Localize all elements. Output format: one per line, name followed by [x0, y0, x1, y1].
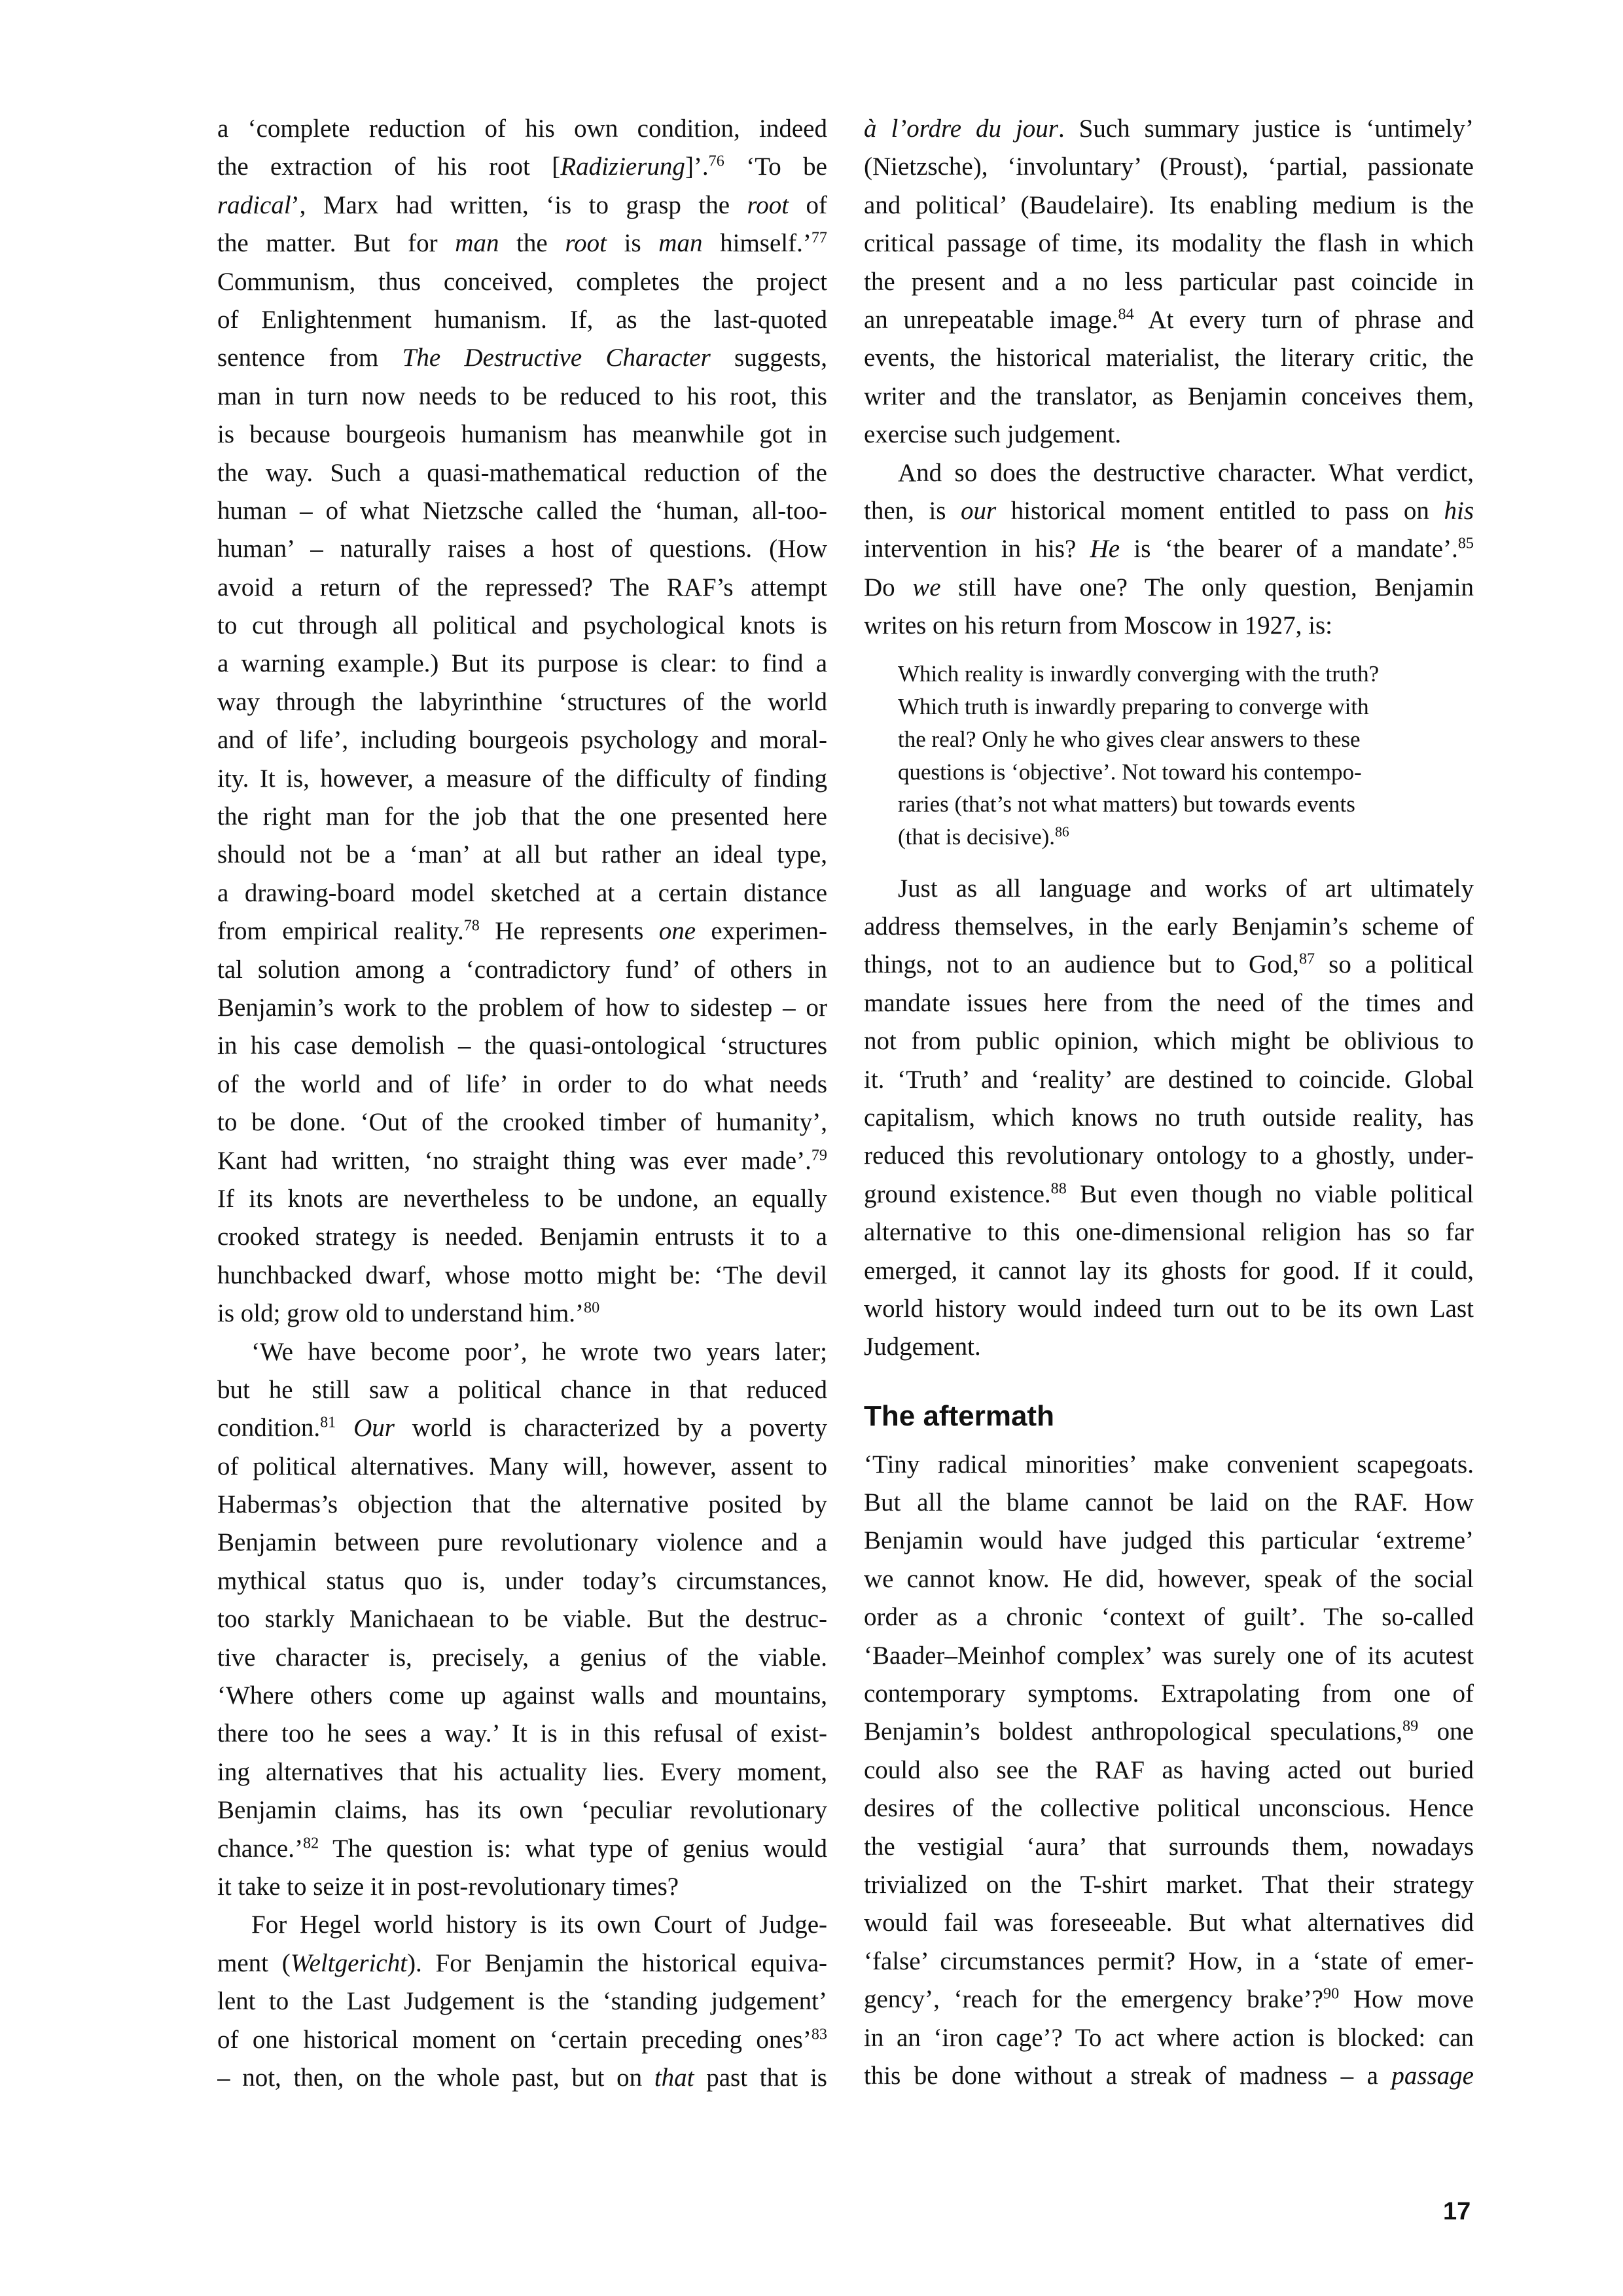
text-run: but he still saw a political chance in that reduced [217, 1375, 827, 1404]
text-run: to be done. ‘Out of the crooked timber of humanity’, [217, 1108, 827, 1137]
text-run: tive character is, precisely, a genius of the viable. [217, 1643, 827, 1672]
text-run: from empirical reality. [217, 917, 464, 946]
text-line [217, 1486, 827, 1524]
text-line [864, 1789, 1474, 1827]
text-line [217, 1295, 827, 1333]
text-run: not from public opinion, which might be oblivious to [864, 1027, 1474, 1056]
text-line [898, 691, 1474, 723]
text-run: Communism, thus conceived, completes the project [217, 267, 827, 296]
italic-text: that [654, 2063, 694, 2092]
text-run: Do [864, 573, 913, 601]
italic-text: our [961, 496, 997, 525]
text-run: contemporary symptoms. Extrapolating from one of [864, 1679, 1474, 1708]
text-line [864, 1751, 1474, 1789]
text-run: But all the blame cannot be laid on the RAF. How [864, 1488, 1474, 1517]
text-line [217, 645, 827, 683]
text-run: is [606, 229, 659, 258]
footnote-ref: 88 [1050, 1179, 1067, 1198]
text-run: in his case demolish – the quasi-ontological ‘structures [217, 1031, 827, 1060]
text-run: in an ‘iron cage’? To act where action is blocked: can [864, 2023, 1474, 2052]
text-line [864, 569, 1474, 607]
italic-text: radical [217, 190, 291, 219]
text-run: and political’ (Baudelaire). Its enabling medium is the [864, 190, 1474, 219]
text-line [898, 821, 1474, 853]
text-line [864, 1252, 1474, 1290]
text-run: Judgement. [864, 1333, 981, 1361]
text-run: historical moment entitled to pass on [996, 496, 1444, 525]
text-run: tal solution among a ‘contradictory fund’ of others in [217, 955, 827, 984]
text-run: of the world and of life’ in order to do what needs [217, 1069, 827, 1098]
footnote-ref: 85 [1457, 535, 1474, 552]
text-run: address themselves, in the early Benjamin’s scheme of [864, 912, 1474, 941]
text-line [864, 1637, 1474, 1675]
text-run: (that is decisive). [898, 823, 1056, 850]
text-run: (Nietzsche), ‘involuntary’ (Proust), ‘partial, passionate [864, 152, 1474, 181]
text-run: ]’. [685, 152, 709, 181]
text-run [336, 1414, 353, 1442]
text-line [217, 951, 827, 989]
italic-text: man [658, 229, 703, 258]
text-run: He represents [479, 917, 659, 946]
text-run: ‘Baader–Meinhof complex’ was surely one of its acutest [864, 1641, 1474, 1670]
text-line [217, 1830, 827, 1868]
text-run: Which truth is inwardly preparing to converge with [898, 694, 1369, 720]
text-line [898, 658, 1474, 691]
paragraph [217, 110, 827, 1333]
text-run: mandate issues here from the need of the times and [864, 988, 1474, 1017]
text-line [217, 110, 827, 148]
page-number: 17 [1443, 2198, 1471, 2225]
text-run: ‘To be [724, 152, 827, 181]
text-line [217, 1600, 827, 1638]
text-line [217, 721, 827, 759]
text-line [217, 1103, 827, 1141]
text-run: If its knots are nevertheless to be undone, an equally [217, 1184, 827, 1213]
italic-text: passage [1391, 2061, 1474, 2090]
text-run: the right man for the job that the one presented here [217, 802, 827, 831]
text-run: to cut through all political and psychological knots is [217, 611, 827, 640]
text-run: Just as all language and works of art ultimately [898, 874, 1474, 903]
text-line [217, 912, 827, 950]
text-run: Benjamin would have judged this particular ‘extreme’ [864, 1526, 1474, 1555]
text-line [898, 788, 1474, 821]
text-line [864, 1598, 1474, 1636]
text-run: the matter. But for [217, 229, 455, 258]
text-run: mythical status quo is, under today’s circumstances, [217, 1566, 827, 1595]
text-line [217, 2059, 827, 2097]
footnote-ref: 82 [302, 1834, 319, 1852]
text-line [217, 1218, 827, 1256]
text-line [217, 1677, 827, 1715]
text-line [217, 1906, 827, 1944]
text-run: gency’, ‘reach for the emergency brake’? [864, 1985, 1323, 2014]
text-line [864, 1866, 1474, 1904]
text-run: – not, then, on the whole past, but on [217, 2063, 654, 2092]
text-run: chance.’ [217, 1834, 303, 1863]
paragraph [864, 110, 1474, 454]
italic-text: root [747, 190, 789, 219]
text-line [864, 378, 1474, 416]
text-line [864, 339, 1474, 377]
text-line [864, 1290, 1474, 1328]
text-run: Kant had written, ‘no straight thing was ever made’. [217, 1146, 812, 1175]
text-run: and of life’, including bourgeois psychology and moral- [217, 726, 827, 755]
text-run: events, the historical materialist, the literary critic, the [864, 344, 1474, 372]
text-line [217, 1371, 827, 1409]
text-line [864, 984, 1474, 1022]
text-run: things, not to an audience but to God, [864, 950, 1299, 979]
text-run: there too he sees a way.’ It is in this refusal of exist- [217, 1719, 827, 1748]
footnote-ref: 89 [1402, 1717, 1419, 1736]
text-run: Habermas’s objection that the alternative posited by [217, 1490, 827, 1519]
text-line [864, 224, 1474, 262]
footnote-ref: 80 [584, 1299, 600, 1317]
text-line [217, 1257, 827, 1295]
text-run: himself.’ [702, 229, 812, 258]
text-line [898, 756, 1474, 789]
text-run: should not be a ‘man’ at all but rather an ideal type, [217, 840, 827, 869]
text-run: one [1418, 1717, 1474, 1746]
text-line [864, 1175, 1474, 1213]
text-run: Benjamin between pure revolutionary violence and a [217, 1528, 827, 1557]
text-run: writer and the translator, as Benjamin conceives them, [864, 382, 1474, 410]
text-run: the present and a no less particular past coincide in [864, 267, 1474, 296]
text-line [217, 2021, 827, 2059]
italic-text: Weltgericht [290, 1948, 408, 1977]
text-run: ’, Marx had written, ‘is to grasp the [291, 190, 747, 219]
text-run: At every turn of phrase and [1133, 305, 1474, 334]
text-run: of Enlightenment humanism. If, as the last-quoted [217, 305, 827, 334]
text-line [864, 946, 1474, 984]
text-line [217, 378, 827, 416]
text-run: exercise such judgement. [864, 420, 1122, 449]
text-run: The question is: what type of genius would [319, 1834, 827, 1863]
text-run: would fail was foreseeable. But what alternatives did [864, 1909, 1474, 1937]
footnote-ref: 84 [1118, 305, 1134, 323]
text-line [217, 1524, 827, 1562]
text-line [217, 798, 827, 836]
text-line [217, 760, 827, 798]
text-run: the real? Only he who gives clear answers to these [898, 726, 1361, 752]
text-run: of political alternatives. Many will, however, assent to [217, 1452, 827, 1480]
text-run: capitalism, which knows no truth outside reality, has [864, 1103, 1474, 1132]
text-line [217, 1409, 827, 1447]
text-run: intervention in his? [864, 535, 1090, 564]
text-run: it. ‘Truth’ and ‘reality’ are destined to coincide. Global [864, 1065, 1474, 1094]
text-line [864, 1713, 1474, 1751]
text-line [864, 1099, 1474, 1137]
text-run: ment ( [217, 1948, 291, 1977]
text-line [217, 492, 827, 530]
text-line [864, 1213, 1474, 1251]
text-line [864, 1675, 1474, 1713]
footnote-ref: 87 [1298, 950, 1315, 969]
text-line [864, 187, 1474, 224]
text-line [217, 301, 827, 339]
text-run: so a political [1315, 950, 1474, 979]
text-run: ). For Benjamin the historical equiva- [407, 1948, 827, 1977]
text-run: the vestigial ‘aura’ that surrounds them, nowadays [864, 1832, 1474, 1861]
text-line [217, 1945, 827, 1982]
block-quote [864, 658, 1474, 853]
text-line [217, 530, 827, 568]
text-run: writes on his return from Moscow in 1927, is: [864, 611, 1333, 640]
text-run: How move [1339, 1985, 1474, 2014]
text-run: Benjamin’s work to the problem of how to sidestep – or [217, 993, 827, 1022]
text-line [217, 1333, 827, 1371]
text-line [217, 1180, 827, 1218]
text-run: emerged, it cannot lay its ghosts for good. If it could, [864, 1256, 1474, 1285]
text-run: human’ – naturally raises a host of questions. (How [217, 535, 827, 564]
text-run: And so does the destructive character. What verdict, [898, 458, 1474, 487]
text-line [217, 569, 827, 607]
left-column [217, 110, 827, 2097]
text-line [864, 1981, 1474, 2018]
text-run: of [789, 190, 827, 219]
text-line [217, 339, 827, 377]
text-run: ity. It is, however, a measure of the difficulty of finding [217, 764, 827, 793]
footnote-ref: 79 [811, 1146, 827, 1164]
italic-text: man [455, 229, 499, 258]
text-run: ground existence. [864, 1179, 1051, 1208]
text-run: order as a chronic ‘context of guilt’. The so-called [864, 1603, 1474, 1632]
text-run: alternative to this one-dimensional religion has so far [864, 1218, 1474, 1247]
text-run: hunchbacked dwarf, whose motto might be: ‘The devil [217, 1261, 827, 1289]
text-run: ‘false’ circumstances permit? How, in a ‘state of emer- [864, 1946, 1474, 1975]
text-run: sentence from [217, 344, 402, 372]
paragraph [217, 1333, 827, 1907]
italic-text: The Destructive Character [402, 344, 711, 372]
text-line [217, 1066, 827, 1103]
text-line [864, 2057, 1474, 2095]
text-line [217, 1639, 827, 1677]
text-line [217, 187, 827, 224]
text-line [864, 1904, 1474, 1942]
text-line [217, 454, 827, 492]
text-run: human – of what Nietzsche called the ‘human, all-too- [217, 496, 827, 525]
paragraph [864, 870, 1474, 1367]
text-run: critical passage of time, its modality the flash in which [864, 229, 1474, 258]
text-line [217, 1027, 827, 1065]
text-run: world is characterized by a poverty [394, 1414, 827, 1443]
italic-text: à l’ordre du jour [864, 115, 1058, 143]
text-run: desires of the collective political unconscious. Hence [864, 1794, 1474, 1823]
text-line [864, 2019, 1474, 2057]
text-line [217, 836, 827, 874]
text-line [864, 110, 1474, 148]
text-line [217, 683, 827, 721]
text-line [864, 1828, 1474, 1866]
text-line [217, 416, 827, 454]
italic-text: Our [353, 1414, 395, 1443]
paragraph [217, 1906, 827, 2097]
text-line [217, 1753, 827, 1791]
text-line [864, 530, 1474, 568]
text-run: we cannot know. He did, however, speak of the social [864, 1564, 1474, 1593]
text-run: world history would indeed turn out to be its own Last [864, 1294, 1474, 1323]
footnote-ref: 81 [320, 1413, 336, 1431]
text-run: . Such summary justice is ‘untimely’ [1058, 115, 1474, 143]
text-run: Which reality is inwardly converging with the truth? [898, 661, 1380, 687]
text-run: is old; grow old to understand him.’ [217, 1299, 584, 1328]
text-line [864, 454, 1474, 492]
text-line [864, 492, 1474, 530]
text-line [217, 1562, 827, 1600]
text-line [864, 301, 1474, 339]
text-line [864, 263, 1474, 301]
text-run: Benjamin’s boldest anthropological speculations, [864, 1717, 1403, 1746]
footnote-ref: 90 [1323, 1984, 1340, 2003]
text-line [217, 1868, 827, 1906]
text-line [898, 723, 1474, 756]
text-run: trivialized on the T-shirt market. That their strategy [864, 1870, 1474, 1899]
text-line [864, 607, 1474, 645]
footnote-ref: 86 [1055, 823, 1069, 840]
text-run: this be done without a streak of madness – a [864, 2061, 1392, 2090]
text-run: ‘We have become poor’, he wrote two years later; [251, 1337, 827, 1366]
footnote-ref: 76 [708, 152, 724, 171]
text-run: ‘Where others come up against walls and mountains, [217, 1681, 827, 1710]
text-run: crooked strategy is needed. Benjamin entrusts it to a [217, 1223, 827, 1251]
text-line [217, 989, 827, 1027]
text-run: man in turn now needs to be reduced to his root, this [217, 382, 827, 410]
italic-text: his [1444, 496, 1474, 525]
italic-text: Radizierung [560, 152, 685, 181]
footnote-ref: 83 [811, 2025, 827, 2043]
text-line [864, 1061, 1474, 1099]
right-column [864, 110, 1474, 2095]
text-run: But even though no viable political [1066, 1179, 1474, 1208]
paragraph [864, 1446, 1474, 2096]
text-run: too starkly Manichaean to be viable. But the destruc- [217, 1605, 827, 1634]
text-run: the way. Such a quasi-mathematical reduction of the [217, 458, 827, 487]
text-line [217, 1142, 827, 1180]
text-run: raries (that’s not what matters) but towards events [898, 791, 1355, 817]
text-line [864, 870, 1474, 908]
italic-text: root [565, 229, 607, 258]
text-run: way through the labyrinthine ‘structures of the world [217, 687, 827, 716]
text-run: lent to the Last Judgement is the ‘standing judgement’ [217, 1987, 827, 2016]
text-run: then, is [864, 496, 961, 525]
text-run: the [499, 229, 565, 258]
text-line [864, 1943, 1474, 1981]
text-line [217, 607, 827, 645]
text-line [864, 1328, 1474, 1366]
text-run: ‘Tiny radical minorities’ make convenient scapegoats. [864, 1450, 1474, 1479]
text-run: suggests, [710, 344, 827, 372]
text-run: the extraction of his root [ [217, 152, 561, 181]
text-line [217, 874, 827, 912]
text-line [217, 148, 827, 186]
paragraph [864, 454, 1474, 645]
text-line [864, 148, 1474, 186]
text-line [864, 416, 1474, 454]
text-run: Benjamin claims, has its own ‘peculiar revolutionary [217, 1796, 827, 1825]
text-run: ing alternatives that his actuality lies. Every moment, [217, 1757, 827, 1786]
italic-text: He [1090, 535, 1120, 564]
text-run: a ‘complete reduction of his own condition, indeed [217, 115, 827, 143]
text-run: questions is ‘objective’. Not toward his contempo- [898, 759, 1362, 785]
text-line [864, 1137, 1474, 1175]
text-run: reduced this revolutionary ontology to a ghostly, under- [864, 1141, 1474, 1170]
text-line [217, 1715, 827, 1753]
text-run: avoid a return of the repressed? The RAF’s attempt [217, 573, 827, 601]
text-run: experimen- [696, 917, 827, 946]
text-line [217, 263, 827, 301]
footnote-ref: 77 [811, 228, 827, 247]
text-run: an unrepeatable image. [864, 305, 1118, 334]
text-run: of one historical moment on ‘certain preceding ones’ [217, 2025, 812, 2054]
text-line [864, 1446, 1474, 1484]
text-run: a warning example.) But its purpose is clear: to find a [217, 649, 827, 678]
text-line [864, 1522, 1474, 1560]
text-run: past that is [694, 2063, 827, 2092]
text-line [864, 1484, 1474, 1522]
text-run: could also see the RAF as having acted out buried [864, 1755, 1474, 1784]
text-line [217, 1982, 827, 2020]
text-run: it take to seize it in post-revolutionary times? [217, 1872, 679, 1901]
text-run: is because bourgeois humanism has meanwhile got in [217, 420, 827, 449]
text-run: condition. [217, 1414, 321, 1443]
text-line [217, 224, 827, 262]
text-run: For Hegel world history is its own Court of Judge- [251, 1910, 827, 1939]
footnote-ref: 78 [463, 916, 480, 935]
text-run: still have one? The only question, Benjamin [940, 573, 1474, 601]
text-line [864, 1560, 1474, 1598]
text-run: a drawing-board model sketched at a certain distance [217, 878, 827, 907]
section-heading: The aftermath [864, 1399, 1054, 1432]
text-line [864, 1022, 1474, 1060]
text-line [864, 908, 1474, 946]
text-run: is ‘the bearer of a mandate’. [1120, 535, 1458, 564]
italic-text: we [912, 573, 941, 601]
italic-text: one [658, 917, 696, 946]
text-line [217, 1791, 827, 1829]
text-line [217, 1448, 827, 1486]
